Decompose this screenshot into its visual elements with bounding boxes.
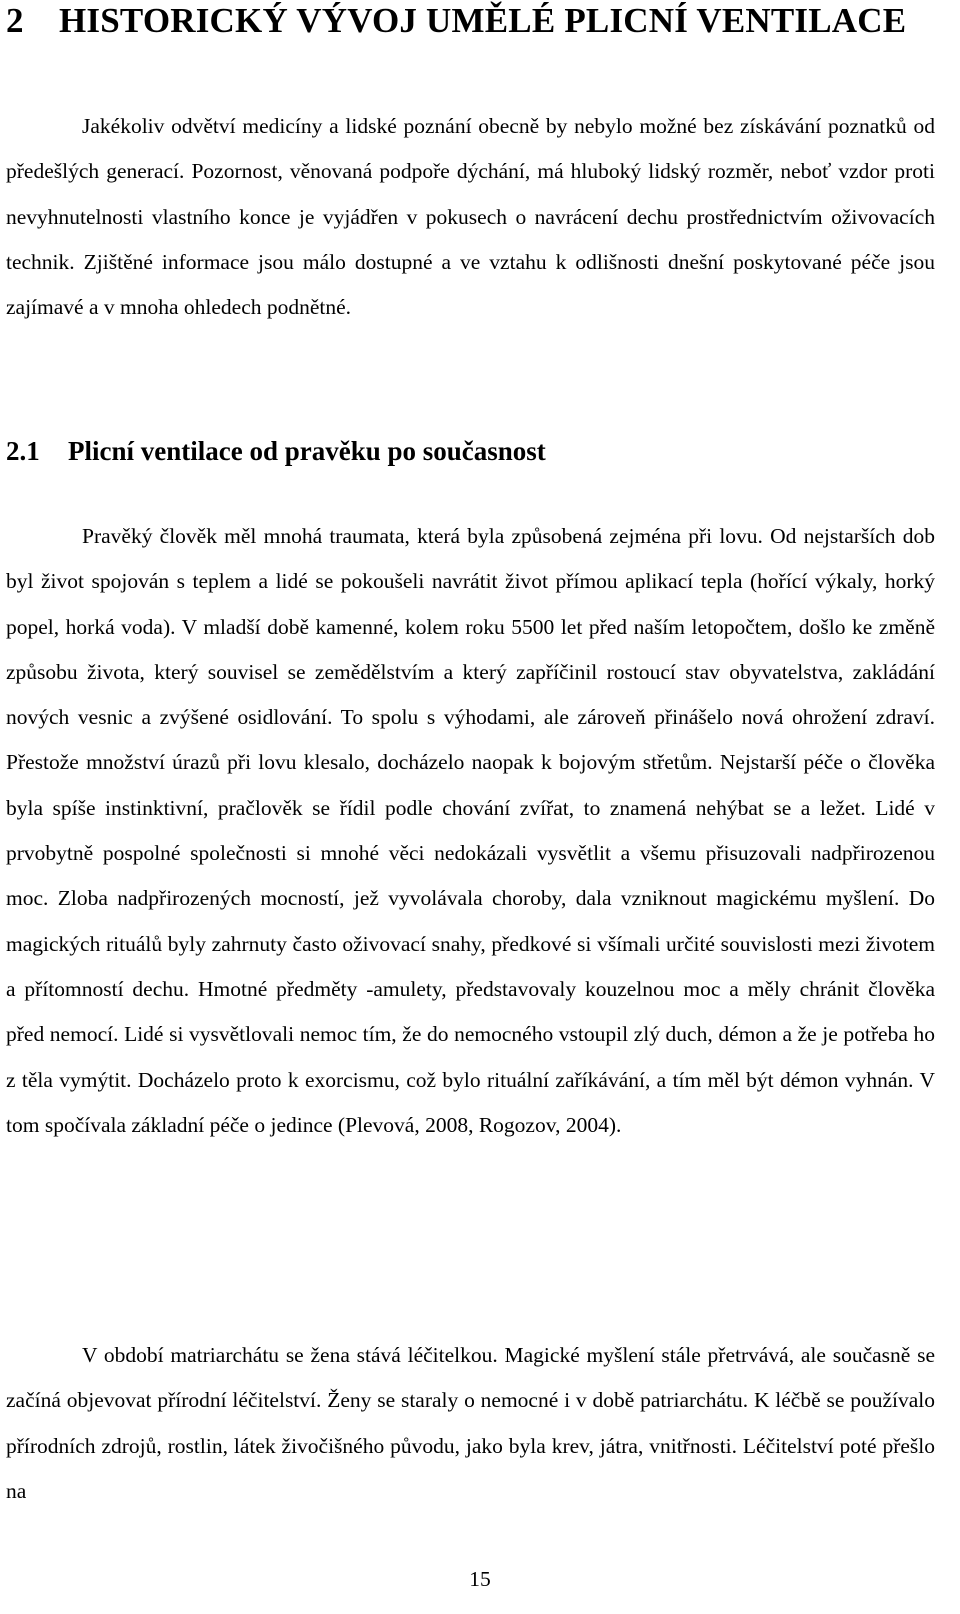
page-number: 15 <box>469 1567 491 1591</box>
section-number: 2.1 <box>6 436 40 466</box>
section-title: Plicní ventilace od pravěku po současnost <box>68 436 546 466</box>
paragraph-intro: Jakékoliv odvětví medicíny a lidské poznání obecně by nebylo možné bez získávání poznatků od předešlých generací. Pozornost, věnovaná podpoře dýchání, má hluboký lidský rozměr, neboť vzdor proti nevyhnutelnosti vlastního konce je vyjádřen v pokusech o navrácení dechu prostřednictvím oživovacích technik. Zjištěné informace jsou málo dostupné a ve vztahu k odlišnosti dnešní poskytované péče jsou zajímavé a v mnoha ohledech podnětné. <box>6 114 935 320</box>
chapter-number: 2 <box>6 1 24 40</box>
paragraph-prehistory: Pravěký člověk měl mnohá traumata, která byla způsobená zejména při lovu. Od nejstarších dob byl život spojován s teplem a lidé se pokoušeli navrátit život přímou aplikací tepla (hořící výkaly, horký popel, horká voda). V mladší době kamenné, kolem roku 5500 let před naším letopočtem, došlo ke změně způsobu života, který souvisel se zemědělstvím a který zapříčinil rostoucí stav obyvatelstva, zakládání nových vesnic a zvýšené osidlování. To spolu s výhodami, ale zároveň přinášelo nová ohrožení zdraví. Přestože množství úrazů při lovu klesalo, docházelo naopak k bojovým střetům. Nejstarší péče o člověka byla spíše instinktivní, pračlověk se řídil podle chování zvířat, to znamená nehýbat se a ležet. Lidé v prvobytně pospolné společnosti si mnohé věci nedokázali vysvětlit a všemu přisuzovali nadpřirozenou moc. Zloba nadpřirozených mocností, jež vyvolávala choroby, dala vzniknout magickému myšlení. Do magických rituálů byly zahrnuty často oživovací snahy, předkové si všímali určité souvislosti mezi životem a přítomností dechu. Hmotné předměty -amulety, představovaly kouzelnou moc a měly chránit člověka před nemocí. Lidé si vysvětlovali nemoc tím, že do nemocného vstoupil zlý duch, démon a že je potřeba ho z těla vymýtit. Docházelo proto k exorcismu, což bylo rituální zaříkávání, a tím měl být démon vyhnán. V tom spočívala základní péče o jedince (Plevová, 2008, Rogozov, 2004). <box>6 524 935 1137</box>
paragraph-matriarchy: V období matriarchátu se žena stává léčitelkou. Magické myšlení stále přetrvává, ale současně se začíná objevovat přírodní léčitelství. Ženy se staraly o nemocné i v době patriarchátu. K léčbě se používalo přírodních zdrojů, rostlin, látek živočišného původu, jako byla krev, játra, vnitřnosti. Léčitelství poté přešlo na <box>6 1343 935 1503</box>
chapter-title: HISTORICKÝ VÝVOJ UMĚLÉ PLICNÍ VENTILACE <box>59 1 907 40</box>
chapter-heading <box>6 0 946 42</box>
section-heading <box>6 431 935 471</box>
